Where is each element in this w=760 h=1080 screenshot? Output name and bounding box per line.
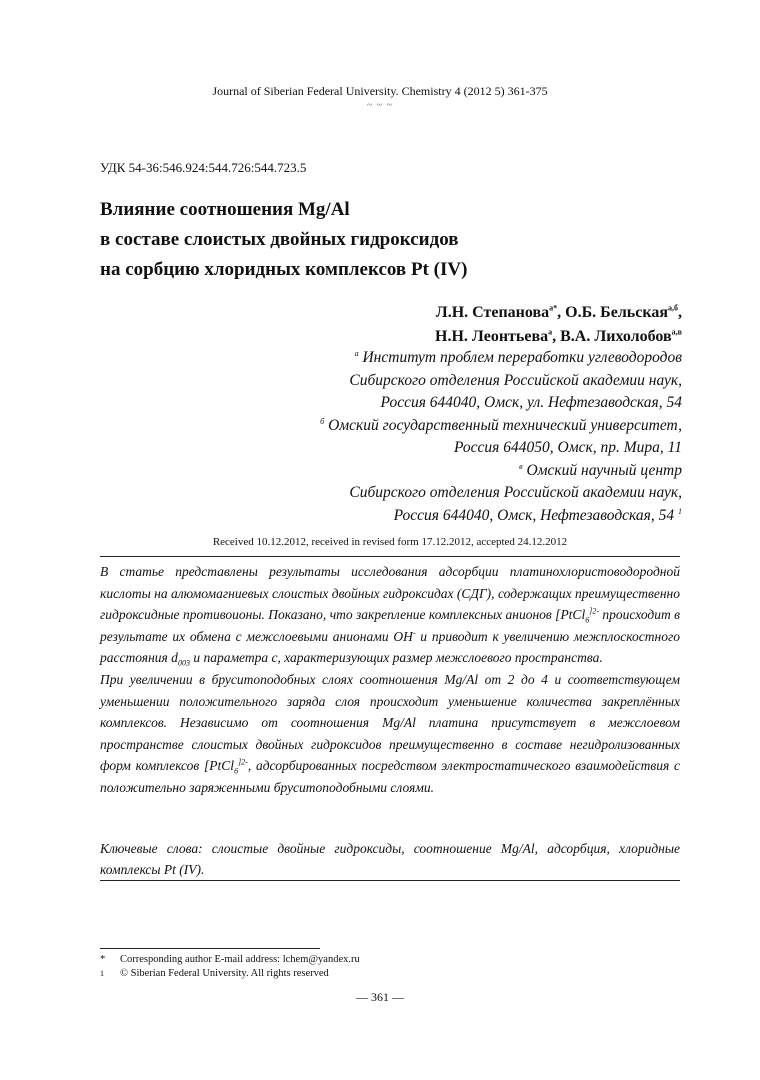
author-name: Н.Н. Леонтьева [435,328,549,345]
affil-mark: в [519,461,523,471]
author-affil-mark: а,б [668,303,678,313]
footnote [100,967,360,981]
title-line: Влияние соотношения Mg/Al [100,199,350,220]
affil-line: Россия 644040, Омск, Нефтезаводская, 54 [393,506,675,524]
abstract [100,561,680,799]
header-ornament: ~ ~ ~ [366,100,394,111]
author-affil-mark: а* [549,303,558,313]
affil-line: Институт проблем переработки углеводородов [362,349,682,366]
abstract-paragraph: При увеличении в бруситоподобных слоях соотношения Mg/Al от 2 до 4 и соответствующем уменьшении положительного заряда слоя происходит уменьшение количества закреплённых комплексов. Независимо от соотношения Mg/Al платина присутствует в межслоевом пространстве слоистых двойных гидроксидов преимущественно в составе негидролизованных форм комплексов [PtCl$_6^{]2-}$, адсорбированных посредством электростатического взаимодействия с положительно заряженными бруситоподобными слоями. [100,671,681,795]
footnote-ref: 1 [678,506,682,516]
abstract-paragraph: В статье представлены результаты исследования адсорбции платинохлористоводородной кислоты на алюмомагниевых слоистых двойных гидроксидах (СДГ), содержащих преимущественно гидроксидные противоионы. Показано, что закрепление комплексных анионов [PtCl$_6^{]2-}$ происходит в результате их обмена с межслоевыми анионами OH- и приводит к увеличению межплоскостного расстояния $d_{003}$ и параметра c, характеризующих размер межслоевого пространства. [100,564,681,669]
affiliations [320,347,682,527]
author-name: О.Б. Бельская [565,304,668,321]
affil-line: Россия 644040, Омск, ул. Нефтезаводская, 54 [380,394,682,411]
author-affil-mark: а,в [671,327,682,337]
author-list [435,301,682,349]
footnote-mark: 1 [100,969,104,978]
affil-line: Сибирского отделения Российской академии наук, [349,371,682,389]
author-line: Л.Н. Степанова$^{а*}$, О.Б. Бельская$^{а,б}$, [435,303,682,321]
footnotes [100,953,360,981]
affil-mark: б [320,416,325,426]
footnote [100,953,360,967]
article-title [100,195,467,285]
journal-header: Journal of Siberian Federal University. Chemistry 4 (2012 5) 361-375 [212,84,548,98]
author-affil-mark: а [548,327,553,337]
affil-line: Россия 644050, Омск, пр. Мира, 11 [454,439,682,456]
top-divider [100,556,680,557]
author-name: В.А. Лихолобов [560,328,672,345]
title-line: в составе слоистых двойных гидроксидов [100,229,459,250]
affil-mark: а [354,348,359,358]
affil-line: Омский государственный технический университет, [328,416,682,434]
footnote-text: Corresponding author E-mail address: lchem@yandex.ru [120,954,360,965]
bottom-divider [100,880,680,881]
author-line: Н.Н. Леонтьева$^а$, В.А. Лихолобов$^{а,в}$ [435,327,682,345]
affil-line: Омский научный центр [526,461,682,479]
received-dates: Received 10.12.2012, received in revised form 17.12.2012, accepted 24.12.2012 [212,536,568,548]
footnote-mark: * [100,954,106,965]
page-number: — 361 — [356,990,404,1004]
affil-line: Сибирского отделения Российской академии наук, [349,484,682,501]
author-name: Л.Н. Степанова [435,304,550,321]
footnote-text: © Siberian Federal University. All rights reserved [120,968,329,979]
title-line: на сорбцию хлоридных комплексов Pt (IV) [100,259,468,280]
keywords: Ключевые слова: слоистые двойные гидроксиды, соотношение Mg/Al, адсорбция, хлоридные комплексы Pt (IV). [100,841,680,877]
udk-code: УДК 54-36:546.924:544.726:544.723.5 [100,160,307,175]
footnote-rule [100,948,320,949]
